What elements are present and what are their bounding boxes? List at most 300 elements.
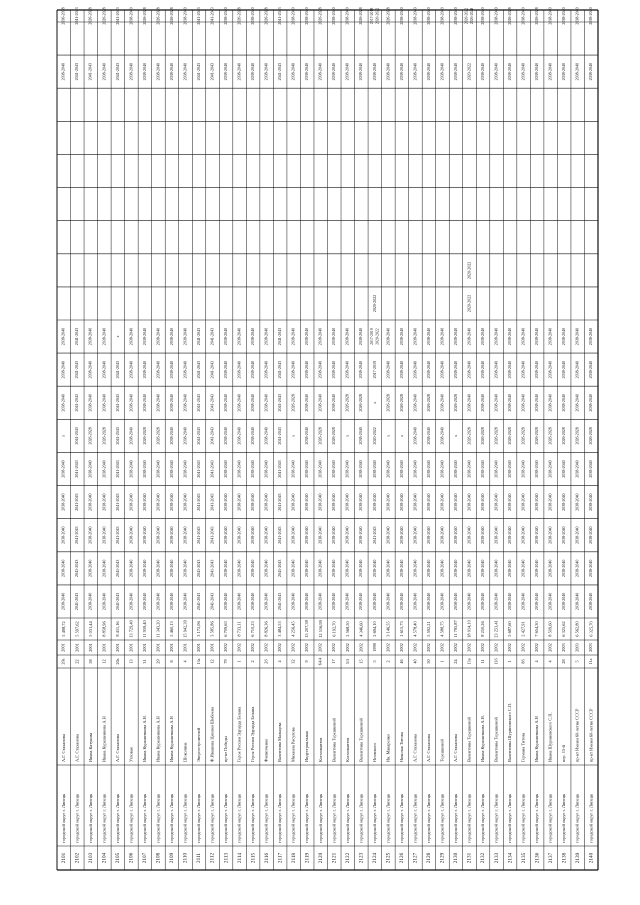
row-id: 2112 bbox=[209, 852, 216, 864]
row-period-cell: 2038-2040 bbox=[520, 394, 526, 412]
row-period-cell: 2038-2040 bbox=[574, 493, 580, 511]
row-last-cell: 2038-2040 bbox=[398, 7, 404, 25]
row-period-cell: 2038-2040 bbox=[101, 360, 107, 379]
row-last-cell: 2026-2028 bbox=[470, 7, 475, 25]
row-period-cell: 2038-2040 bbox=[87, 559, 93, 578]
row-id: 2131 bbox=[466, 852, 473, 864]
row-last-cell: 2026-2028 bbox=[236, 7, 242, 25]
row-period-cell: 2038-2040 bbox=[331, 327, 337, 346]
row-period-cell: 2038-2040 bbox=[358, 327, 364, 346]
row-period-cell: 2038-2040 bbox=[466, 394, 472, 412]
row-period-cell: 2020-2022 bbox=[375, 328, 380, 345]
row-period-cell: 2041-2043 bbox=[114, 559, 120, 578]
row-last-cell: 2038-2040 bbox=[479, 7, 485, 25]
row-period-cell: 2038-2040 bbox=[344, 360, 350, 379]
row-id: 2130 bbox=[453, 852, 460, 864]
row-period-cell: 2038-2040 bbox=[358, 559, 364, 578]
row-period-cell: 2038-2040 bbox=[128, 592, 134, 611]
row-period-cell: 2038-2040 bbox=[574, 526, 580, 544]
row-period-cell: 2038-2040 bbox=[452, 493, 458, 511]
row-period-cell: 2026-2028 bbox=[385, 394, 391, 412]
row-period-cell: 2020-2022 bbox=[466, 62, 472, 81]
row-municipality: городской округ г. Липецк bbox=[223, 793, 229, 843]
row-year: 2001 bbox=[195, 643, 201, 652]
row-street: А.Г. Стаханова bbox=[60, 734, 66, 762]
row-period-cell: 2038-2040 bbox=[344, 62, 350, 81]
row-period-cell: 2038-2040 bbox=[479, 559, 485, 578]
row-period-cell: 2038-2040 bbox=[412, 394, 418, 412]
row-period-cell: 2038-2040 bbox=[168, 360, 174, 379]
row-period-cell: 2038-2040 bbox=[128, 493, 134, 511]
row-period-cell: 2038-2040 bbox=[493, 327, 499, 346]
row-period-cell: 2038-2040 bbox=[371, 62, 377, 81]
row-period-cell: 2038-2040 bbox=[304, 559, 310, 578]
row-id: 2115 bbox=[250, 852, 257, 864]
row-house: 8 bbox=[168, 660, 174, 663]
row-period-cell: 2038-2040 bbox=[507, 327, 513, 346]
row-period-cell: 2038-2040 bbox=[425, 592, 431, 611]
row-period-cell: 2038-2040 bbox=[222, 360, 228, 379]
row-period-cell: 2041-2043 bbox=[114, 493, 120, 511]
row-year: 2002 bbox=[480, 643, 486, 652]
row-house: 1 bbox=[507, 660, 513, 663]
row-area: 1 615,73 bbox=[398, 621, 404, 637]
row-period-cell: 2041-2043 bbox=[209, 592, 215, 611]
row-street: Филипченко bbox=[263, 738, 269, 762]
row-period-cell: 2038-2040 bbox=[182, 62, 188, 81]
row-municipality: городской округ г. Липецк bbox=[574, 793, 580, 843]
row-period-cell: 2038-2040 bbox=[493, 559, 499, 578]
row-period-cell: 2038-2040 bbox=[87, 592, 93, 611]
row-street: Ивана Курашенкова А.Н bbox=[534, 716, 540, 762]
row-year: 2002 bbox=[534, 643, 540, 652]
row-municipality: городской округ г. Липецк bbox=[507, 793, 513, 843]
row-period-cell: 2038-2040 bbox=[534, 460, 540, 478]
row-period-cell: 2041-2043 bbox=[277, 360, 283, 379]
row-area: 8 733,11 bbox=[236, 621, 242, 637]
row-period-cell: 2038-2040 bbox=[263, 526, 269, 544]
row-period-cell: 2026-2028 bbox=[398, 394, 404, 412]
row-period-cell: 2038-2040 bbox=[466, 327, 472, 346]
row-area: 4 256,45 bbox=[290, 621, 296, 637]
row-period-cell: 2026-2028 bbox=[547, 427, 553, 445]
row-period-cell: 2038-2040 bbox=[128, 427, 134, 445]
row-period-cell: 2020-2022 bbox=[466, 294, 472, 313]
row-period-cell: 2038-2040 bbox=[168, 394, 174, 412]
row-period-cell: 2038-2040 bbox=[520, 559, 526, 578]
row-street: Угловая bbox=[128, 747, 134, 762]
row-last-cell: 2026-2028 bbox=[317, 7, 323, 25]
row-period-cell: 2038-2040 bbox=[385, 460, 391, 478]
row-period-cell: 2038-2040 bbox=[60, 460, 66, 478]
row-last-cell: 2026-2028 bbox=[385, 7, 391, 25]
row-municipality: городской округ г. Липецк bbox=[331, 793, 337, 843]
row-period-cell: 2038-2040 bbox=[547, 493, 553, 511]
row-period-cell: 2041-2043 bbox=[74, 592, 80, 611]
row-period-cell: 2038-2040 bbox=[561, 62, 567, 81]
row-id: 2106 bbox=[128, 852, 135, 864]
row-period-cell: 2038-2040 bbox=[304, 62, 310, 81]
row-period-cell: 2038-2040 bbox=[141, 526, 147, 544]
row-area: 11 959,40 bbox=[141, 620, 147, 638]
row-period-cell: 2038-2040 bbox=[182, 493, 188, 511]
row-period-cell: 2038-2040 bbox=[263, 427, 269, 445]
row-last-cell: 2038-2040 bbox=[344, 7, 350, 25]
row-period-cell: 2038-2040 bbox=[479, 327, 485, 346]
row-house: 24 bbox=[452, 659, 458, 664]
row-period-cell: 2038-2040 bbox=[371, 493, 377, 511]
row-area: 11 343,20 bbox=[155, 620, 161, 638]
row-last-cell: 2038-2040 bbox=[439, 7, 445, 25]
row-period-cell: 2026-2028 bbox=[520, 427, 526, 445]
row-period-cell: 2038-2040 bbox=[344, 327, 350, 346]
row-id: 2114 bbox=[236, 852, 243, 864]
row-period-cell: 2038-2040 bbox=[87, 493, 93, 511]
row-municipality: городской округ г. Липецк bbox=[385, 793, 391, 843]
row-year: 2002 bbox=[236, 643, 242, 652]
row-last-cell: 2026-2028 bbox=[101, 7, 107, 25]
row-last-cell: 2041-2043 bbox=[74, 7, 80, 25]
row-id: 2101 bbox=[60, 852, 67, 864]
row-house: 1 bbox=[439, 660, 445, 663]
row-period-cell: 2038-2040 bbox=[452, 327, 458, 346]
row-period-cell: 2038-2040 bbox=[141, 592, 147, 611]
row-period-cell: 2038-2040 bbox=[493, 592, 499, 611]
row-last-cell: 2038-2040 bbox=[182, 7, 188, 25]
row-period-cell: 2038-2040 bbox=[344, 493, 350, 511]
row-municipality: городской округ г. Липецк bbox=[304, 793, 310, 843]
row-period-cell: 2038-2040 bbox=[141, 394, 147, 412]
row-period-cell: 2038-2040 bbox=[547, 62, 553, 81]
row-period-cell: 2038-2040 bbox=[263, 62, 269, 81]
row-area: 8 509,60 bbox=[547, 621, 553, 637]
row-area: 13 729,40 bbox=[128, 620, 134, 638]
row-period-cell: 2041-2043 bbox=[74, 360, 80, 379]
row-period-cell: 2038-2040 bbox=[588, 493, 594, 511]
row-municipality: городской округ г. Липецк bbox=[358, 793, 364, 843]
row-area: 6 192,70 bbox=[331, 621, 337, 637]
row-period-cell: 2038-2040 bbox=[493, 493, 499, 511]
row-period-cell: 2026-2028 bbox=[358, 394, 364, 412]
row-last-cell: 2026-2028 bbox=[507, 7, 513, 25]
row-year: 2002 bbox=[317, 643, 323, 652]
row-year: 2002 bbox=[452, 643, 458, 652]
row-municipality: городской округ г. Липецк bbox=[480, 793, 486, 843]
row-period-cell: 2038-2040 bbox=[317, 62, 323, 81]
row-area: 7 654,30 bbox=[534, 621, 540, 637]
row-period-cell: 2026-2028 bbox=[101, 427, 107, 445]
row-period-cell: 2038-2040 bbox=[466, 460, 472, 478]
row-area: 6 325,70 bbox=[588, 621, 594, 637]
row-municipality: городской округ г. Липецк bbox=[114, 793, 120, 843]
row-period-cell: 2038-2040 bbox=[331, 62, 337, 81]
row-period-cell: 2038-2040 bbox=[236, 559, 242, 578]
row-period-cell: 2026-2028 bbox=[425, 394, 431, 412]
row-period-cell: 2038-2040 bbox=[101, 394, 107, 412]
row-street: Валентина Терешковой bbox=[358, 718, 364, 762]
row-area: 8 250,26 bbox=[480, 621, 486, 637]
row-street: Ивана Курашенкова А.Н. bbox=[480, 715, 486, 762]
row-year: 2001 bbox=[74, 643, 80, 652]
row-period-cell: 2038-2040 bbox=[155, 62, 161, 81]
row-period-cell: 2038-2040 bbox=[168, 427, 174, 445]
row-period-cell: 2038-2040 bbox=[425, 559, 431, 578]
row-period-cell: 2038-2040 bbox=[331, 360, 337, 379]
row-period-cell: 2038-2040 bbox=[263, 360, 269, 379]
row-id: 2119 bbox=[304, 852, 311, 864]
row-house: 2 bbox=[250, 660, 256, 663]
row-street: Ивана Катукова bbox=[87, 732, 93, 762]
row-period-cell: 2038-2040 bbox=[128, 559, 134, 578]
row-period-cell: 2026-2028 bbox=[561, 427, 567, 445]
row-period-cell: 2038-2040 bbox=[534, 493, 540, 511]
row-period-cell: 2038-2040 bbox=[425, 526, 431, 544]
row-period-cell: 2038-2040 bbox=[236, 460, 242, 478]
row-id: 2124 bbox=[372, 852, 379, 864]
row-year: 2001 bbox=[114, 643, 120, 652]
row-period-cell: 2038-2040 bbox=[507, 493, 513, 511]
row-period-cell: 2038-2040 bbox=[588, 460, 594, 478]
row-house: 22 bbox=[74, 659, 80, 664]
row-period-cell: 2038-2040 bbox=[250, 460, 256, 478]
row-municipality: городской округ г. Липецк bbox=[398, 793, 404, 843]
row-period-cell: 2038-2040 bbox=[439, 559, 445, 578]
row-period-cell: 2038-2040 bbox=[561, 526, 567, 544]
row-municipality: городской округ г. Липецк bbox=[128, 793, 134, 843]
row-period-cell: 2038-2040 bbox=[547, 559, 553, 578]
row-municipality: городской округ г. Липецк bbox=[250, 793, 256, 843]
row-period-cell: 2038-2040 bbox=[222, 526, 228, 544]
row-period-cell: 2038-2040 bbox=[425, 327, 431, 346]
row-period-cell: 2038-2040 bbox=[574, 360, 580, 379]
row-street: Космонавтов bbox=[317, 737, 323, 762]
row-last-cell: 2017-2019 bbox=[370, 7, 375, 25]
row-id: 2116 bbox=[263, 852, 270, 864]
row-period-cell: 2038-2040 bbox=[561, 327, 567, 346]
row-house: 12 bbox=[209, 659, 215, 664]
row-id: 2111 bbox=[196, 853, 203, 863]
row-year: 2001 bbox=[155, 643, 161, 652]
row-period-cell: 2038-2040 bbox=[236, 592, 242, 611]
row-period-cell: 2038-2040 bbox=[155, 327, 161, 346]
rotated-table bbox=[57, 7, 598, 870]
row-period-cell: 2038-2040 bbox=[466, 592, 472, 611]
row-period-cell: 2038-2040 bbox=[141, 559, 147, 578]
row-house: 58 bbox=[87, 659, 93, 664]
row-period-cell: 2038-2040 bbox=[574, 460, 580, 478]
row-house: 46 bbox=[398, 659, 404, 664]
row-period-cell: 2038-2040 bbox=[304, 493, 310, 511]
row-period-cell: 2038-2040 bbox=[236, 427, 242, 445]
row-last-cell: 2026-2028 bbox=[168, 7, 174, 25]
row-period-cell: 2038-2040 bbox=[452, 526, 458, 544]
row-period-cell: 2038-2040 bbox=[182, 360, 188, 379]
row-period-cell: 2038-2040 bbox=[304, 460, 310, 478]
row-street: Космонавтов bbox=[344, 737, 350, 762]
row-street: А.Г. Стаханова bbox=[453, 734, 459, 762]
row-area: 15 207,38 bbox=[304, 620, 310, 638]
row-period-cell: 2038-2040 bbox=[87, 394, 93, 412]
row-period-cell: 2038-2040 bbox=[250, 559, 256, 578]
row-period-cell: 2038-2040 bbox=[222, 592, 228, 611]
row-period-cell: 2041-2043 bbox=[277, 394, 283, 412]
row-period-cell: 2038-2040 bbox=[588, 327, 594, 346]
row-period-cell: 2041-2043 bbox=[277, 62, 283, 81]
row-year: 2002 bbox=[304, 643, 310, 652]
row-period-cell: 2038-2040 bbox=[466, 360, 472, 379]
row-period-cell: 2041-2043 bbox=[209, 526, 215, 544]
row-area: 5 460,13 bbox=[168, 621, 174, 637]
row-period-cell: 2038-2040 bbox=[439, 327, 445, 346]
row-period-cell: 2038-2040 bbox=[290, 493, 296, 511]
row-period-cell: 2038-2040 bbox=[520, 493, 526, 511]
row-period-cell: 2038-2040 bbox=[182, 427, 188, 445]
row-house: 40 bbox=[412, 659, 418, 664]
row-municipality: городской округ г. Липецк bbox=[60, 793, 66, 843]
row-period-cell: 2038-2040 bbox=[479, 62, 485, 81]
row-last-cell: 2038-2040 bbox=[222, 7, 228, 25]
row-year: 2002 bbox=[263, 643, 269, 652]
row-area: 8 826,36 bbox=[263, 621, 269, 637]
row-period-cell: 2038-2040 bbox=[290, 592, 296, 611]
row-period-cell: 2038-2040 bbox=[182, 592, 188, 611]
row-area: 15 942,39 bbox=[182, 620, 188, 638]
row-municipality: городской округ г. Липецк bbox=[141, 793, 147, 843]
row-period-cell: 2038-2040 bbox=[222, 62, 228, 81]
row-period-cell: 2038-2040 bbox=[507, 360, 513, 379]
row-period-cell: 2038-2040 bbox=[236, 327, 242, 346]
row-period-cell: 2038-2040 bbox=[398, 360, 404, 379]
row-period-cell: 2038-2040 bbox=[507, 559, 513, 578]
row-year: 2002 bbox=[277, 643, 283, 652]
row-house: 2 bbox=[385, 660, 391, 663]
row-period-cell: 2038-2040 bbox=[398, 460, 404, 478]
row-street: А.Г. Стаханова bbox=[114, 734, 120, 762]
row-house: 4 bbox=[547, 660, 553, 663]
row-period-cell: 2038-2040 bbox=[439, 394, 445, 412]
row-street: пер. 15-й bbox=[561, 745, 567, 762]
row-last-cell: 2041-2043 bbox=[209, 7, 215, 25]
row-municipality: городской округ г. Липецк bbox=[561, 793, 567, 843]
row-period-cell: 2038-2040 bbox=[561, 394, 567, 412]
row-period-cell: 2038-2040 bbox=[412, 427, 418, 445]
row-street: Терешковой bbox=[439, 739, 445, 762]
row-house: 15 bbox=[358, 659, 364, 664]
row-street: Энергостроителей bbox=[196, 727, 202, 762]
row-period-cell: 2038-2040 bbox=[317, 526, 323, 544]
row-period-cell: 2038-2040 bbox=[493, 460, 499, 478]
row-period-cell: 2038-2040 bbox=[425, 427, 431, 445]
row-house: 5 bbox=[574, 660, 580, 663]
row-period-cell: 2041-2043 bbox=[195, 360, 201, 379]
row-period-cell: 2026-2028 bbox=[588, 427, 594, 445]
row-area: 3 172,06 bbox=[196, 621, 202, 637]
row-period-cell: 2038-2040 bbox=[128, 360, 134, 379]
row-year: 2002 bbox=[344, 643, 350, 652]
row-year: 2003 bbox=[561, 643, 567, 652]
row-period-cell: 2038-2040 bbox=[385, 62, 391, 81]
row-street: Ивана Курашенкова А.Н bbox=[168, 716, 174, 762]
row-street: Героя России Эдуарда Белана bbox=[250, 706, 256, 762]
row-period-cell: 2038-2040 bbox=[412, 327, 418, 346]
row-period-cell: 2038-2040 bbox=[222, 559, 228, 578]
row-period-cell: 2038-2040 bbox=[398, 592, 404, 611]
row-period-cell: 2038-2040 bbox=[290, 526, 296, 544]
row-street: Валентина Мальцева bbox=[277, 722, 283, 762]
row-house: 32 bbox=[290, 659, 296, 664]
row-period-cell: 2038-2040 bbox=[520, 592, 526, 611]
row-house: 5/3 bbox=[344, 658, 350, 665]
row-period-cell: 2041-2043 bbox=[74, 427, 80, 445]
row-period-cell: 2038-2040 bbox=[507, 592, 513, 611]
row-street: А.Г. Стаханова bbox=[74, 734, 80, 762]
row-period-cell: 2038-2040 bbox=[452, 559, 458, 578]
row-period-cell: 2038-2040 bbox=[385, 592, 391, 611]
row-period-cell: 2038-2040 bbox=[479, 592, 485, 611]
row-period-cell: 2038-2040 bbox=[236, 493, 242, 511]
row-period-cell: x bbox=[371, 401, 377, 404]
row-area: 8 858,96 bbox=[101, 621, 107, 637]
row-period-cell: 2038-2040 bbox=[250, 592, 256, 611]
row-period-cell: 2038-2040 bbox=[466, 559, 472, 578]
row-area: 3 484,53 bbox=[277, 621, 283, 637]
row-id: 2136 bbox=[534, 852, 541, 864]
row-period-cell: 2038-2040 bbox=[534, 559, 540, 578]
row-period-cell: 2038-2040 bbox=[155, 394, 161, 412]
row-area: 5 592,21 bbox=[425, 621, 431, 637]
row-last-cell: 2026-2028 bbox=[534, 7, 540, 25]
row-period-cell: 2038-2040 bbox=[561, 460, 567, 478]
row-period-cell: 2038-2040 bbox=[304, 327, 310, 346]
row-area: 4 578,40 bbox=[412, 621, 418, 637]
row-municipality: городской округ г. Липецк bbox=[155, 793, 161, 843]
row-area: 6 709,63 bbox=[223, 621, 229, 637]
row-year: 2002 bbox=[425, 643, 431, 652]
row-house: 2б bbox=[263, 659, 269, 664]
row-period-cell: 2038-2040 bbox=[236, 526, 242, 544]
row-period-cell: 2038-2040 bbox=[290, 62, 296, 81]
row-house: 31 bbox=[141, 659, 147, 664]
row-year: 2001 bbox=[128, 643, 134, 652]
row-period-cell: 2038-2040 bbox=[263, 460, 269, 478]
row-id: 2127 bbox=[412, 852, 419, 864]
row-period-cell: 2038-2040 bbox=[479, 360, 485, 379]
row-year: 2003 bbox=[588, 643, 594, 652]
row-period-cell: 2041-2043 bbox=[114, 526, 120, 544]
row-id: 2125 bbox=[385, 852, 392, 864]
row-period-cell: 2038-2040 bbox=[398, 493, 404, 511]
row-period-cell: 2026-2028 bbox=[331, 427, 337, 445]
row-period-cell: 2038-2040 bbox=[547, 592, 553, 611]
row-last-cell: 2038-2040 bbox=[493, 7, 499, 25]
row-house: 13в bbox=[466, 658, 472, 665]
row-period-cell: 2038-2040 bbox=[439, 460, 445, 478]
row-period-cell: 2038-2040 bbox=[304, 360, 310, 379]
row-municipality: городской округ г. Липецк bbox=[344, 793, 350, 843]
row-period-cell: 2026-2028 bbox=[466, 427, 472, 445]
row-house: 13 bbox=[128, 659, 134, 664]
row-period-cell: 2026-2028 bbox=[574, 427, 580, 445]
row-period-cell: 2038-2040 bbox=[101, 327, 107, 346]
row-street: Валентины Шуриновского С.П. bbox=[507, 702, 513, 762]
row-period-cell: 2038-2040 bbox=[358, 360, 364, 379]
row-period-cell: 2041-2043 bbox=[195, 559, 201, 578]
row-period-cell: 2038-2040 bbox=[385, 493, 391, 511]
row-street: Индустриальная bbox=[304, 731, 310, 762]
row-year: 2002 bbox=[250, 643, 256, 652]
row-id: 2118 bbox=[290, 852, 297, 864]
row-period-cell: 2038-2040 bbox=[547, 460, 553, 478]
